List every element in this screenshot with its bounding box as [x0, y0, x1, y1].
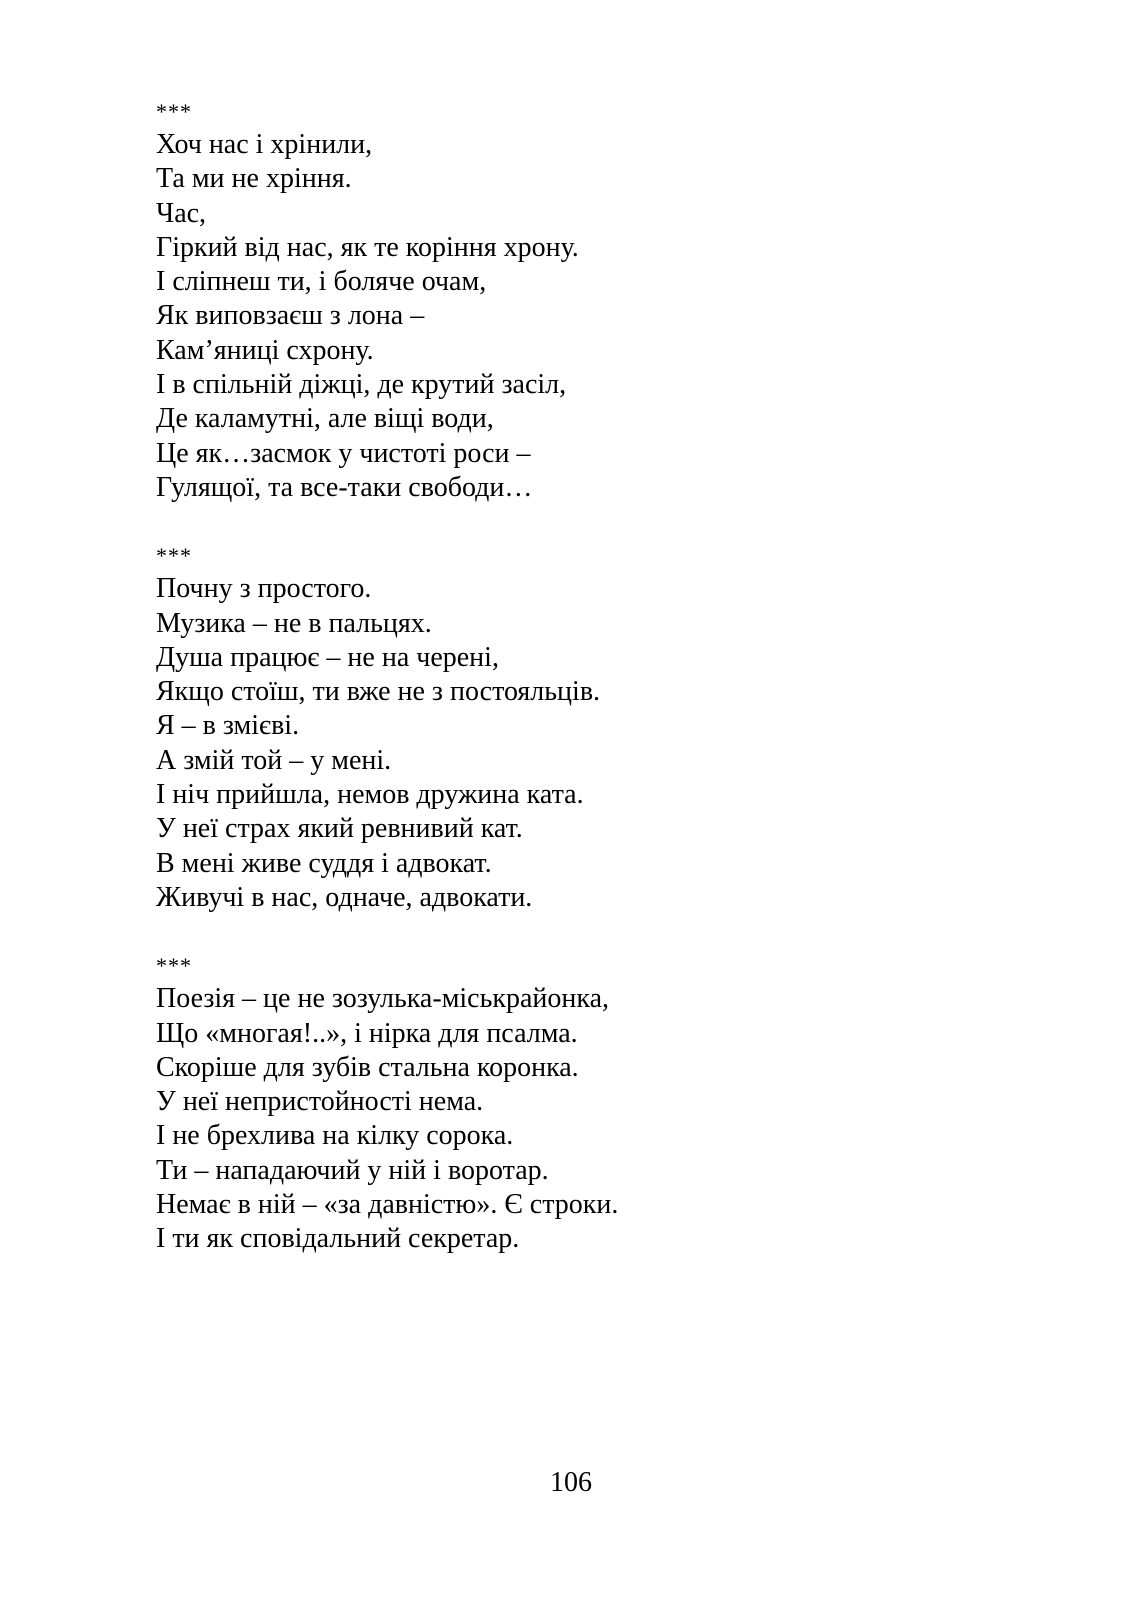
poem-line: Це як…засмок у чистоті роси – [156, 437, 531, 469]
poem-line: Поезія – це не зозулька-міськрайонка, [156, 983, 609, 1015]
poem-list [156, 96, 1056, 1292]
poem-3 [156, 950, 1056, 1256]
poem-line: Гулящої, та все-таки свободи… [156, 471, 533, 503]
poem-line: Скоріше для зубів стальна коронка. [156, 1051, 579, 1083]
poem-separator: *** [156, 953, 192, 979]
poem-line: У неї страх який ревнивий кат. [156, 813, 523, 845]
poem-1 [156, 96, 1056, 505]
poem-line: І в спільній діжці, де крутий засіл, [156, 369, 567, 401]
poem-line: І сліпнеш ти, і боляче очам, [156, 266, 487, 298]
poem-line: Хоч нас і хрінили, [156, 129, 373, 160]
poem-line: В мені живе суддя і адвокат. [156, 847, 492, 879]
poem-line: Що «многая!..», і нірка для псалма. [156, 1017, 578, 1049]
poem-line: Якщо стоїш, ти вже не з постояльців. [156, 676, 601, 708]
poem-line: Як виповзаєш з лона – [156, 300, 425, 332]
poem-line: Почну з простого. [156, 573, 372, 605]
poem-line: У неї непристойності нема. [156, 1086, 484, 1118]
poem-line: Ти – нападаючий у ній і воротар. [156, 1154, 549, 1186]
page-number: 106 [550, 1467, 592, 1498]
poem-line: І ти як сповідальний секретар. [156, 1223, 520, 1255]
poem-line: Кам’яниці схрону. [156, 334, 374, 366]
poem-line: Живучі в нас, одначе, адвокати. [156, 881, 533, 913]
poem-line: Я – в змієві. [156, 710, 300, 742]
poem-separator: *** [156, 543, 192, 569]
poem-line: Музика – не в пальцях. [156, 607, 432, 639]
poem-line: Гіркий від нас, як те коріння хрону. [156, 231, 579, 263]
poem-line: А змій той – у мені. [156, 744, 392, 776]
poem-line: Час, [156, 197, 207, 229]
poem-line: Немає в ній – «за давністю». Є строки. [156, 1189, 619, 1221]
poem-separator: *** [156, 99, 192, 124]
poem-line: І ніч прийшла, немов дружина ката. [156, 779, 584, 811]
poem-line: Душа працює – не на черені, [156, 641, 499, 673]
poem-2 [156, 540, 1056, 915]
poem-line: І не брехлива на кілку сорока. [156, 1120, 514, 1152]
poem-line: Де каламутні, але віщі води, [156, 403, 494, 435]
poem-line: Та ми не хріння. [156, 163, 352, 195]
